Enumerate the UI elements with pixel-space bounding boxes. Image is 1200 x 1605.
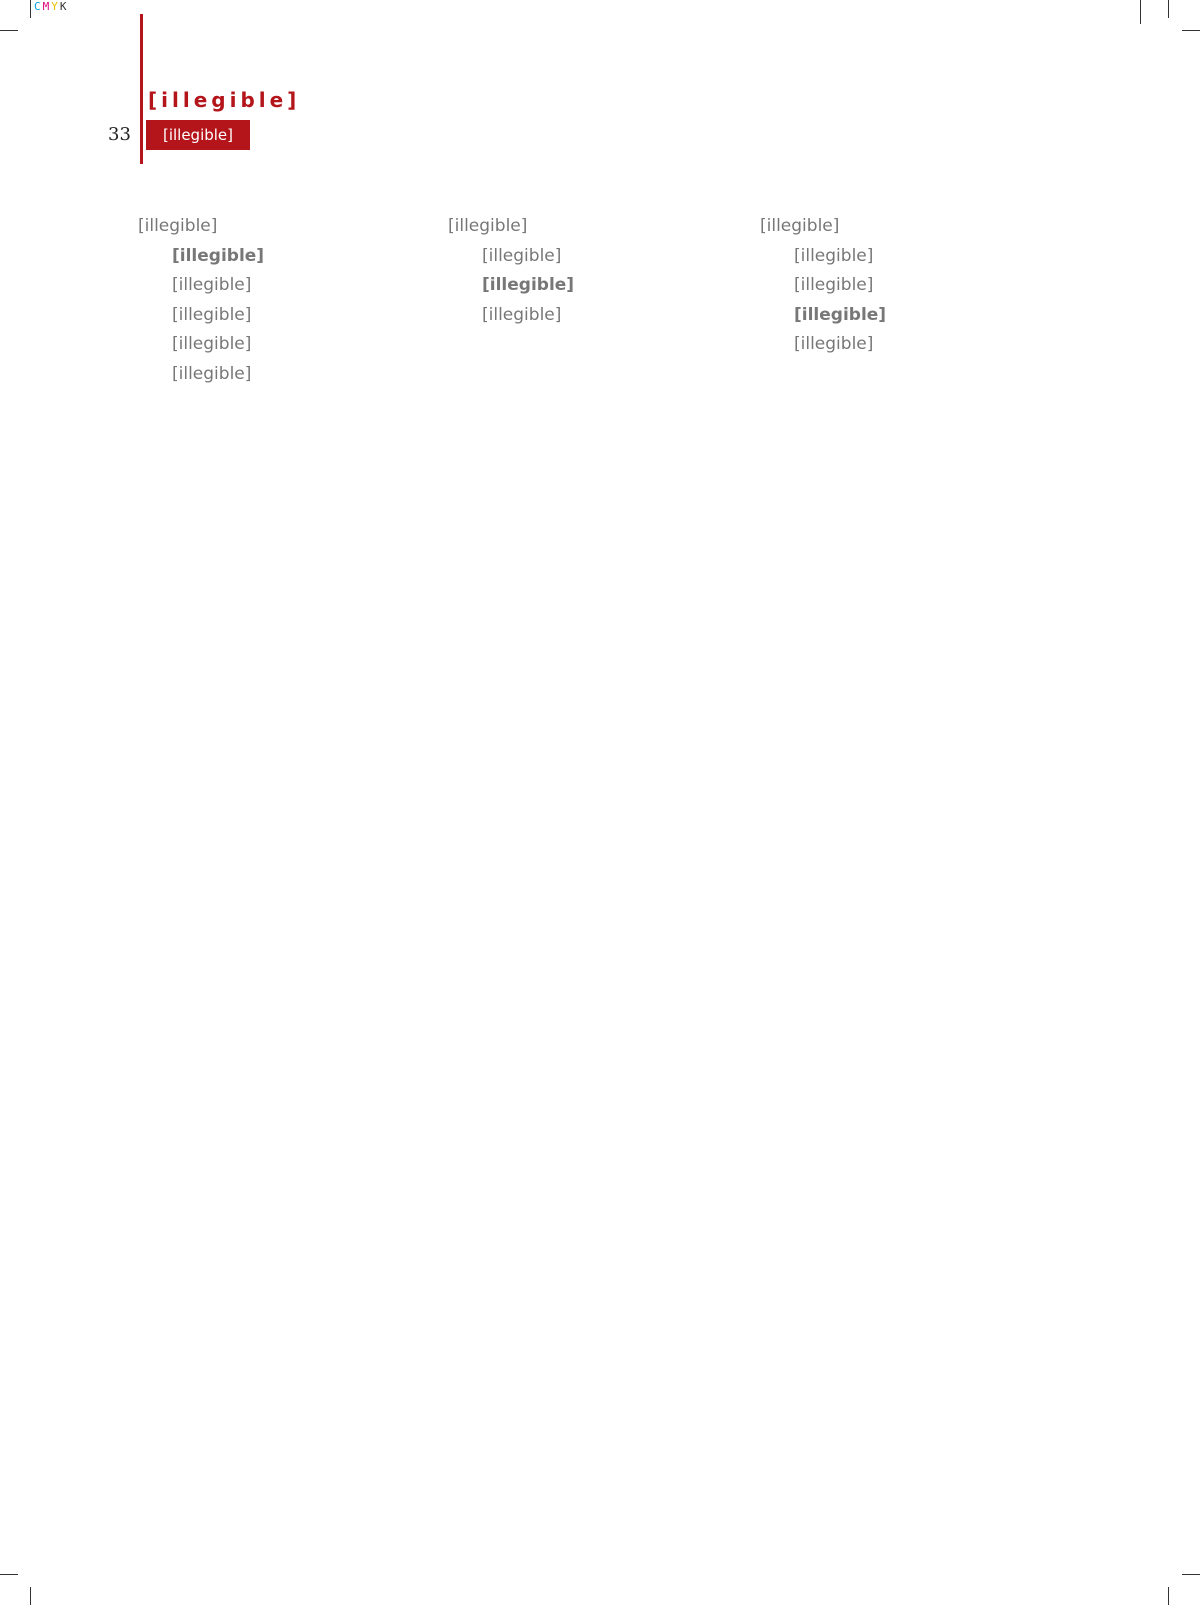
section-heading: [illegible] (482, 275, 575, 296)
paragraph: [illegible] (138, 216, 218, 236)
body-column-2 (448, 212, 728, 1477)
crop-mark-tr-v2 (1140, 0, 1141, 24)
paragraph: [illegible] (172, 275, 252, 296)
header-red-rule (140, 14, 143, 164)
paragraph: [illegible] (482, 304, 562, 325)
crop-mark-br-v (1168, 1587, 1169, 1605)
crop-mark-tl-v (30, 0, 31, 18)
crop-mark-bl-v (30, 1587, 31, 1605)
cmyk-c: C (34, 0, 43, 13)
paragraph: [illegible] (794, 245, 874, 266)
paragraph: [illegible] (448, 216, 528, 236)
body-column-1 (138, 212, 418, 1477)
page-number: 33 (108, 124, 131, 145)
cmyk-y: Y (51, 0, 60, 13)
paragraph: [illegible] (482, 245, 562, 266)
crop-mark-tl-h (0, 30, 18, 31)
column-name-badge: [illegible] (146, 120, 250, 150)
crop-mark-tr-h (1182, 30, 1200, 31)
paragraph: [illegible] (172, 363, 252, 384)
cmyk-m: M (42, 0, 52, 13)
crop-mark-br-h (1182, 1574, 1200, 1575)
paragraph: [illegible] (794, 334, 874, 355)
section-heading: [illegible] (794, 304, 887, 325)
paragraph: [illegible] (172, 304, 252, 325)
cmyk-k: K (59, 0, 69, 13)
cmyk-marks (34, 0, 69, 13)
paragraph: [illegible] (794, 275, 874, 296)
paragraph: [illegible] (172, 334, 252, 355)
section-title: [illegible] (148, 88, 301, 112)
crop-mark-tr-v (1168, 0, 1169, 18)
section-heading: [illegible] (172, 245, 265, 266)
crop-mark-bl-h (0, 1574, 18, 1575)
body-column-3 (760, 212, 1040, 1477)
paragraph: [illegible] (760, 216, 840, 236)
